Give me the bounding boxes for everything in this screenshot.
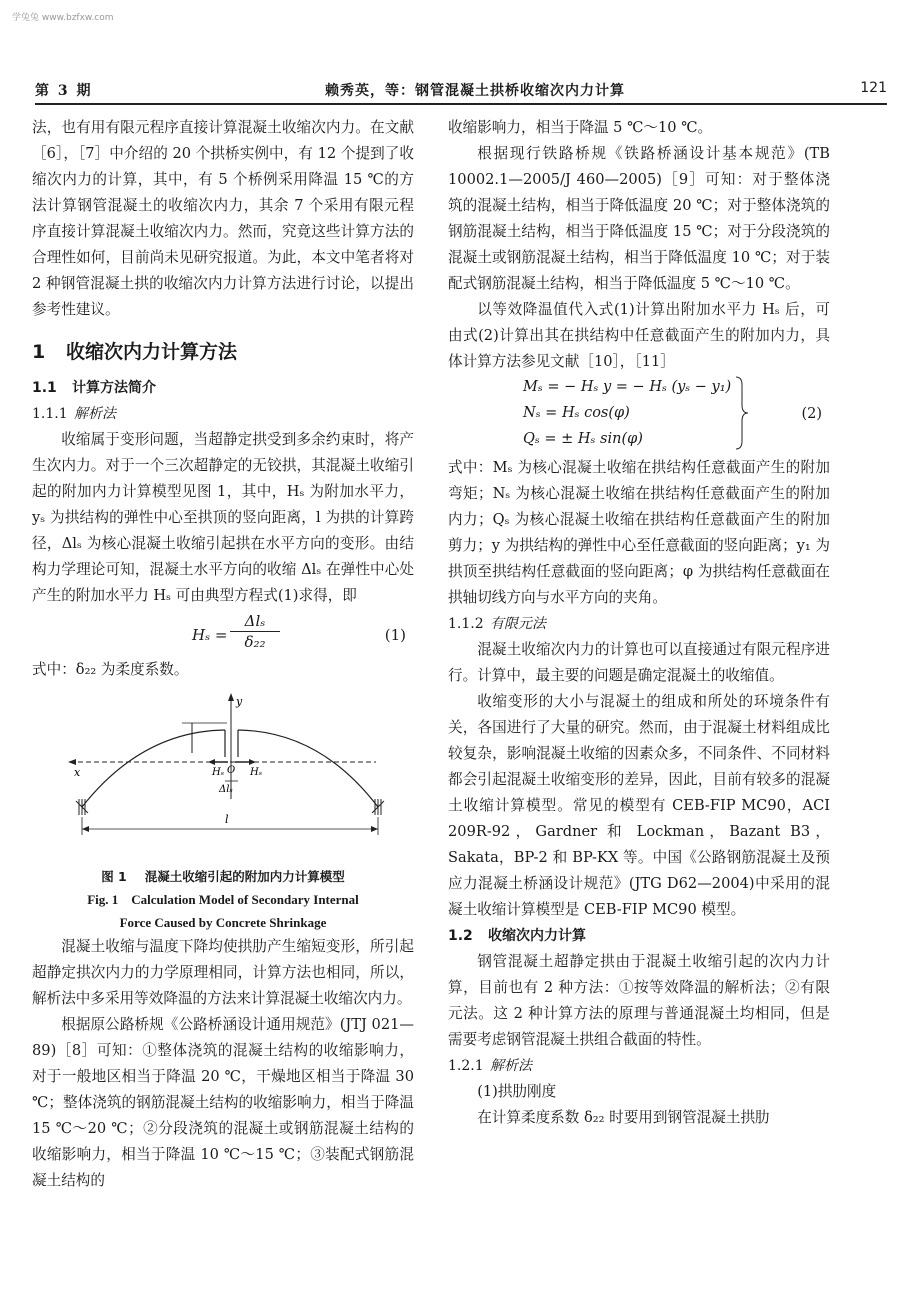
left-arch-half xyxy=(82,730,225,807)
paragraph: 收缩影响力，相当于降温 5 ℃～10 ℃。 xyxy=(448,119,713,136)
right-column xyxy=(448,115,830,1131)
subsection-heading xyxy=(32,375,414,401)
equation-number: (1) xyxy=(384,626,406,644)
section-number: 1 xyxy=(32,341,46,363)
origin-label: O xyxy=(227,765,236,776)
span-label: l xyxy=(225,813,229,826)
paragraph: 混凝土收缩与温度下降均使拱肋产生缩短变形，所引起超静定拱次内力的力学原理相同，计算方法也相同，所以，解析法中多采用等效降温的方法来计算混凝土收缩次内力。 xyxy=(32,938,414,1007)
paragraph: 式中：δ₂₂ 为柔度系数。 xyxy=(32,661,189,678)
fraction-denominator: δ₂₂ xyxy=(244,633,266,651)
figure-1-diagram xyxy=(32,689,414,865)
left-column xyxy=(32,115,414,1194)
subsubsection-number: 1.2.1 xyxy=(448,1058,484,1074)
subsection-title: 收缩次内力计算 xyxy=(488,928,586,944)
subsubsection-title: 有限元法 xyxy=(490,616,546,632)
equation-number: (2) xyxy=(801,406,822,422)
equation-fraction xyxy=(230,611,280,652)
subsubsection-heading xyxy=(448,611,830,637)
subsubsection-heading xyxy=(448,1053,830,1079)
paragraph: 收缩变形的大小与混凝土的组成和所处的环境条件有关，各国进行了大量的研究。然而，由于混凝土材料组成比较复杂，影响混凝土收缩的因素众多，不同条件、不同材料都会引起混凝土收缩变形的差异，因此，目前有较多的混凝土收缩计算模型。常见的模型有 CEB-FIP MC90，ACI 209R-92，Gardner 和 Lockman，Bazant B3，Sakata，BP-2 和 BP-KX 等。中国《公路钢筋混凝土及预应力混凝土桥涵设计规范》(JTG D62—2004)中采用的混凝土收缩计算模型是 CEB-FIP MC90 模型。 xyxy=(448,693,830,918)
x-axis-arrow xyxy=(68,759,76,765)
hs-label-left: Hₛ xyxy=(212,767,225,778)
subsubsection-number: 1.1.1 xyxy=(32,406,68,422)
figure-1 xyxy=(32,689,414,865)
running-title: 赖秀英，等：钢管混凝土拱桥收缩次内力计算 xyxy=(325,83,625,99)
watermark: 学兔兔 www.bzfxw.com xyxy=(12,13,114,23)
subsection-title: 计算方法简介 xyxy=(72,380,156,396)
subsubsection-number: 1.1.2 xyxy=(448,616,484,632)
figure-caption-cn xyxy=(32,865,414,888)
subsection-number: 1.1 xyxy=(32,380,57,396)
section-title: 收缩次内力计算方法 xyxy=(66,341,238,363)
hs-label-right: Hₛ xyxy=(250,767,263,778)
paragraph: 以等效降温值代入式(1)计算出附加水平力 Hₛ 后，可由式(2)计算出其在拱结构中任意截面产生的附加内力，具体计算方法参见文献［10］，［11］ xyxy=(448,301,830,370)
equation-lhs: Hₛ = xyxy=(192,626,228,644)
issue-number: 第 3 期 xyxy=(35,83,93,99)
fraction-numerator: Δlₛ xyxy=(230,611,280,632)
equation-line-moment: Mₛ = − Hₛ y = − Hₛ (yₛ − y₁) xyxy=(523,379,732,395)
header-rule xyxy=(35,103,887,105)
delta-l-label: Δlₛ xyxy=(219,784,233,795)
paragraph: (1)拱肋刚度 xyxy=(477,1083,557,1100)
equation-1 xyxy=(32,611,414,655)
paragraph: 式中：Mₛ 为核心混凝土收缩在拱结构任意截面产生的附加弯矩；Nₛ 为核心混凝土收缩在拱结构任意截面产生的附加内力；Qₛ 为核心混凝土收缩在拱结构任意截面产生的附加剪力；y 为拱结构的弹性中心至任意截面的竖向距离；y₁ 为拱顶至拱结构任意截面的竖向距离；φ 为拱结构任意截面在拱轴切线方向与水平方向的夹角。 xyxy=(448,459,830,606)
right-brace xyxy=(734,375,750,451)
section-heading xyxy=(32,339,414,365)
y-axis-arrow xyxy=(228,693,234,701)
subsubsection-title: 解析法 xyxy=(74,406,116,422)
running-header xyxy=(35,80,887,100)
paragraph: 混凝土收缩次内力的计算也可以直接通过有限元程序进行。计算中，最主要的问题是确定混凝土的收缩值。 xyxy=(448,641,830,684)
figure-caption-en-2: Force Caused by Concrete Shrinkage xyxy=(119,915,327,930)
x-label: x xyxy=(74,766,81,779)
paragraph: 收缩属于变形问题，当超静定拱受到多余约束时，将产生次内力。对于一个三次超静定的无铰拱，其混凝土收缩引起的附加内力计算模型见图 1，其中，Hₛ 为附加水平力，yₛ 为拱结构的弹性中心至拱顶的竖向距离，l 为拱的计算跨径，Δlₛ 为核心混凝土收缩引起拱在水平方向的变形。由结构力学理论可知，混凝土水平方向的收缩 Δlₛ 在弹性中心处产生的附加水平力 Hₛ 可由典型方程式(1)求得，即 xyxy=(32,431,414,604)
figure-number: 图 1 xyxy=(101,869,127,884)
subsection-number: 1.2 xyxy=(448,928,473,944)
figure-title-cn: 混凝土收缩引起的附加内力计算模型 xyxy=(144,869,345,884)
subsubsection-heading xyxy=(32,401,414,427)
equation-line-shear: Qₛ = ± Hₛ sin(φ) xyxy=(523,431,643,447)
figure-caption-en-1: Fig. 1 Calculation Model of Secondary Internal xyxy=(87,892,359,907)
page-number: 121 xyxy=(860,80,887,96)
subsection-heading xyxy=(448,923,830,949)
paragraph: 在计算柔度系数 δ₂₂ 时要用到钢管混凝土拱肋 xyxy=(477,1109,770,1126)
subsubsection-title: 解析法 xyxy=(490,1058,532,1074)
equation-2 xyxy=(448,375,830,453)
paragraph: 法，也有用有限元程序直接计算混凝土收缩次内力。在文献［6］，［7］中介绍的 20 个拱桥实例中，有 12 个提到了收缩次内力的计算，其中，有 5 个桥例采用降温 15 ℃的方法计算钢管混凝土的收缩次内力，其余 7 个采用有限元程序直接计算混凝土收缩次内力。然而，究竟这些计算方法的合理性如何，目前尚未见研究报道。为此，本文中笔者将对 2 种钢管混凝土拱的收缩次内力计算方法进行讨论，以提出参考性建议。 xyxy=(32,119,414,318)
equation-line-axial: Nₛ = Hₛ cos(φ) xyxy=(523,405,630,421)
paragraph: 根据现行铁路桥规《铁路桥涵设计基本规范》(TB 10002.1—2005/J 460—2005)［9］可知：对于整体浇筑的混凝土结构，相当于降低温度 20 ℃；对于整体浇筑的钢筋混凝土结构，相当于降低温度 15 ℃；对于分段浇筑的混凝土或钢筋混凝土结构，相当于降低温度 10 ℃；对于装配式钢筋混凝土结构，相当于降低温度 5 ℃～10 ℃。 xyxy=(448,145,830,292)
paragraph: 钢管混凝土超静定拱由于混凝土收缩引起的次内力计算，目前也有 2 种方法：①按等效降温的解析法；②有限元法。这 2 种计算方法的原理与普通混凝土均相同，但是需要考虑钢管混凝土拱组合截面的特性。 xyxy=(448,953,830,1048)
y-label: y xyxy=(236,695,243,708)
paragraph: 根据原公路桥规《公路桥涵设计通用规范》(JTJ 021—89)［8］可知：①整体浇筑的混凝土结构的收缩影响力，对于一般地区相当于降温 20 ℃，干燥地区相当于降温 30 ℃；整体浇筑的钢筋混凝土结构的收缩影响力，相当于降温 15 ℃～20 ℃；②分段浇筑的混凝土或钢筋混凝土结构的收缩影响力，相当于降温 10 ℃～15 ℃；③装配式钢筋混凝土结构的 xyxy=(32,1016,414,1189)
